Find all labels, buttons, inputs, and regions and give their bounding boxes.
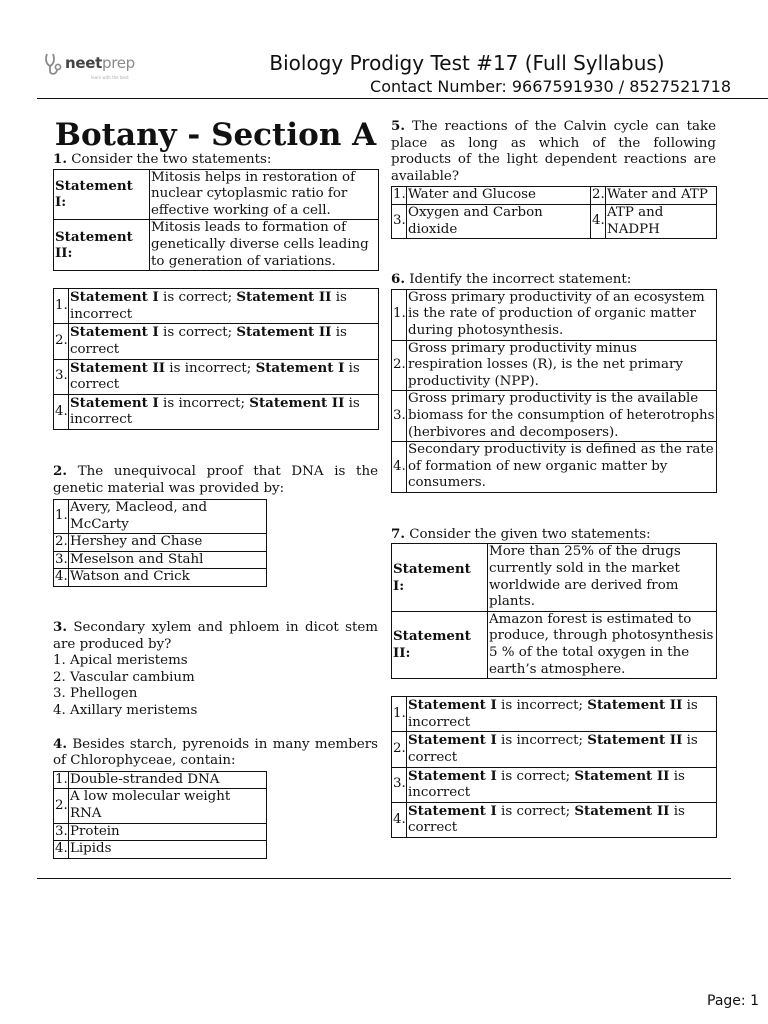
statement-label: Statement II: <box>54 220 150 271</box>
q3-option[interactable]: 2. Vascular cambium <box>53 669 195 685</box>
option-number: 2. <box>392 732 407 767</box>
q1-number: 1. <box>53 151 67 167</box>
option-number: 3. <box>54 823 69 841</box>
option-text: Meselson and Stahl <box>69 551 267 569</box>
table-row <box>54 169 379 220</box>
q7-statements-table <box>391 543 717 679</box>
option-row[interactable] <box>54 289 379 324</box>
q3-option[interactable]: 3. Phellogen <box>53 686 138 702</box>
option-row[interactable] <box>392 442 717 493</box>
option-text[interactable]: Oxygen and Carbon dioxide <box>407 204 591 238</box>
option-text: Statement I is incorrect; Statement II is incorrect <box>407 697 717 732</box>
q5-number: 5. <box>391 118 405 134</box>
q3-text: Secondary xylem and phloem in dicot stem are produced by? <box>53 620 378 652</box>
left-column <box>53 117 378 859</box>
q7-options-table <box>391 696 717 838</box>
q5-text: The reactions of the Calvin cycle can take place as long as which of the following products of the light dependent reactions are available? <box>391 119 716 184</box>
option-text: Avery, Macleod, and McCarty <box>69 500 267 534</box>
option-number: 2. <box>54 324 69 359</box>
statement-text: Amazon forest is estimated to produce, through photosynthesis 5 % of the total oxygen in the earth’s atmosphere. <box>488 611 717 678</box>
q2-options-table <box>53 499 267 587</box>
option-row[interactable] <box>392 391 717 442</box>
option-text: Gross primary productivity minus respiration losses (R), is the net primary productivity (NPP). <box>407 340 717 391</box>
q2-prompt <box>53 463 378 497</box>
q7-number: 7. <box>391 525 405 542</box>
q6-prompt <box>391 271 716 289</box>
q2-number: 2. <box>53 462 67 479</box>
q1-statements-table <box>53 169 379 272</box>
logo-tagline: learn with the best <box>91 75 129 80</box>
stethoscope-icon <box>44 51 64 77</box>
q3-option[interactable]: 4. Axillary meristems <box>53 703 198 719</box>
statement-label: Statement II: <box>392 611 488 678</box>
option-number: 1. <box>54 771 69 789</box>
option-row[interactable] <box>54 394 379 429</box>
option-row[interactable] <box>54 359 379 394</box>
table-row <box>392 611 717 678</box>
option-text: Statement I is correct; Statement II is correct <box>69 324 379 359</box>
option-number: 4. <box>591 204 606 238</box>
statement-text: Mitosis helps in restoration of nuclear cytoplasmic ratio for effective working of a cell. <box>150 169 379 220</box>
q4-options-table <box>53 771 267 859</box>
q2-text: The unequivocal proof that DNA is the genetic material was provided by: <box>53 463 378 496</box>
option-row[interactable] <box>392 767 717 802</box>
table-row <box>392 544 717 611</box>
option-text: Statement II is incorrect; Statement I is correct <box>69 359 379 394</box>
option-number: 1. <box>54 500 69 534</box>
statement-label: Statement I: <box>392 544 488 611</box>
option-number: 4. <box>54 841 69 859</box>
option-row[interactable] <box>54 823 267 841</box>
statement-text: Mitosis leads to formation of genetically diverse cells leading to generation of variations. <box>150 220 379 271</box>
option-row[interactable] <box>392 289 717 340</box>
option-text: Lipids <box>69 841 267 859</box>
option-row[interactable] <box>54 771 267 789</box>
option-text: Secondary productivity is defined as the rate of formation of new organic matter by consumers. <box>407 442 717 493</box>
option-text: A low molecular weight RNA <box>69 789 267 823</box>
option-number: 4. <box>392 442 407 493</box>
option-text[interactable]: ATP and NADPH <box>606 204 717 238</box>
table-row <box>392 204 717 238</box>
option-row[interactable] <box>54 789 267 823</box>
footer-divider <box>37 878 731 879</box>
option-text: Protein <box>69 823 267 841</box>
option-number: 3. <box>392 767 407 802</box>
option-text: Watson and Crick <box>69 569 267 587</box>
header-divider <box>37 98 768 99</box>
option-text: Statement I is correct; Statement II is incorrect <box>69 289 379 324</box>
option-text: Statement I is correct; Statement II is correct <box>407 802 717 837</box>
option-number: 3. <box>54 551 69 569</box>
option-number: 4. <box>392 802 407 837</box>
section-title: Botany - Section A <box>54 117 377 153</box>
option-text: Hershey and Chase <box>69 534 267 552</box>
option-text: Double-stranded DNA <box>69 771 267 789</box>
option-row[interactable] <box>54 500 267 534</box>
option-number: 1. <box>392 187 407 205</box>
statement-text: More than 25% of the drugs currently sold in the market worldwide are derived from plants. <box>488 544 717 611</box>
option-number: 4. <box>54 569 69 587</box>
q6-number: 6. <box>391 271 405 288</box>
table-row <box>54 220 379 271</box>
q3-option[interactable]: 1. Apical meristems <box>53 653 188 669</box>
option-text: Statement I is incorrect; Statement II is correct <box>407 732 717 767</box>
statement-label: Statement I: <box>54 169 150 220</box>
table-row <box>392 187 717 205</box>
option-row[interactable] <box>392 802 717 837</box>
right-column <box>391 118 716 838</box>
option-number: 1. <box>392 289 407 340</box>
test-title: Biology Prodigy Test #17 (Full Syllabus) <box>269 51 665 75</box>
option-row[interactable] <box>392 732 717 767</box>
q6-text: Identify the incorrect statement: <box>409 272 632 288</box>
option-number: 3. <box>54 359 69 394</box>
q5-prompt <box>391 118 716 185</box>
q1-options-table <box>53 288 379 430</box>
option-number: 3. <box>392 204 407 238</box>
q4-prompt <box>53 736 378 770</box>
option-text: Gross primary productivity of an ecosystem is the rate of production of organic matter during photosynthesis. <box>407 289 717 340</box>
option-text[interactable]: Water and Glucose <box>407 187 591 205</box>
option-number: 2. <box>54 789 69 823</box>
option-number: 2. <box>54 534 69 552</box>
q7-prompt <box>391 526 716 544</box>
option-number: 2. <box>392 340 407 391</box>
option-row[interactable] <box>54 569 267 587</box>
option-row[interactable] <box>54 534 267 552</box>
q5-options-table <box>391 186 717 239</box>
q4-text: Besides starch, pyrenoids in many members of Chlorophyceae, contain: <box>53 736 378 769</box>
q3-prompt <box>53 619 378 653</box>
q4-number: 4. <box>53 735 67 752</box>
option-row[interactable] <box>54 551 267 569</box>
q3-number: 3. <box>53 619 67 636</box>
contact-number: Contact Number: 9667591930 / 8527521718 <box>370 77 731 96</box>
neetprep-logo <box>44 51 135 80</box>
logo-text-accent: prep <box>102 54 135 72</box>
q1-prompt <box>53 151 378 169</box>
option-row[interactable] <box>392 697 717 732</box>
option-text: Statement I is correct; Statement II is incorrect <box>407 767 717 802</box>
option-number: 3. <box>392 391 407 442</box>
option-number: 1. <box>54 289 69 324</box>
option-text: Gross primary productivity is the available biomass for the consumption of heterotrophs (herbivores and decomposers). <box>407 391 717 442</box>
option-number: 4. <box>54 394 69 429</box>
option-row[interactable] <box>392 340 717 391</box>
option-row[interactable] <box>54 841 267 859</box>
q6-options-table <box>391 289 717 493</box>
logo-text-main: neet <box>65 54 102 72</box>
q1-text: Consider the two statements: <box>71 152 272 167</box>
option-text[interactable]: Water and ATP <box>606 187 717 205</box>
q7-text: Consider the given two statements: <box>409 526 651 542</box>
option-number: 2. <box>591 187 606 205</box>
option-number: 1. <box>392 697 407 732</box>
option-row[interactable] <box>54 324 379 359</box>
page-number: Page: 1 <box>707 993 759 1010</box>
option-text: Statement I is incorrect; Statement II is incorrect <box>69 394 379 429</box>
